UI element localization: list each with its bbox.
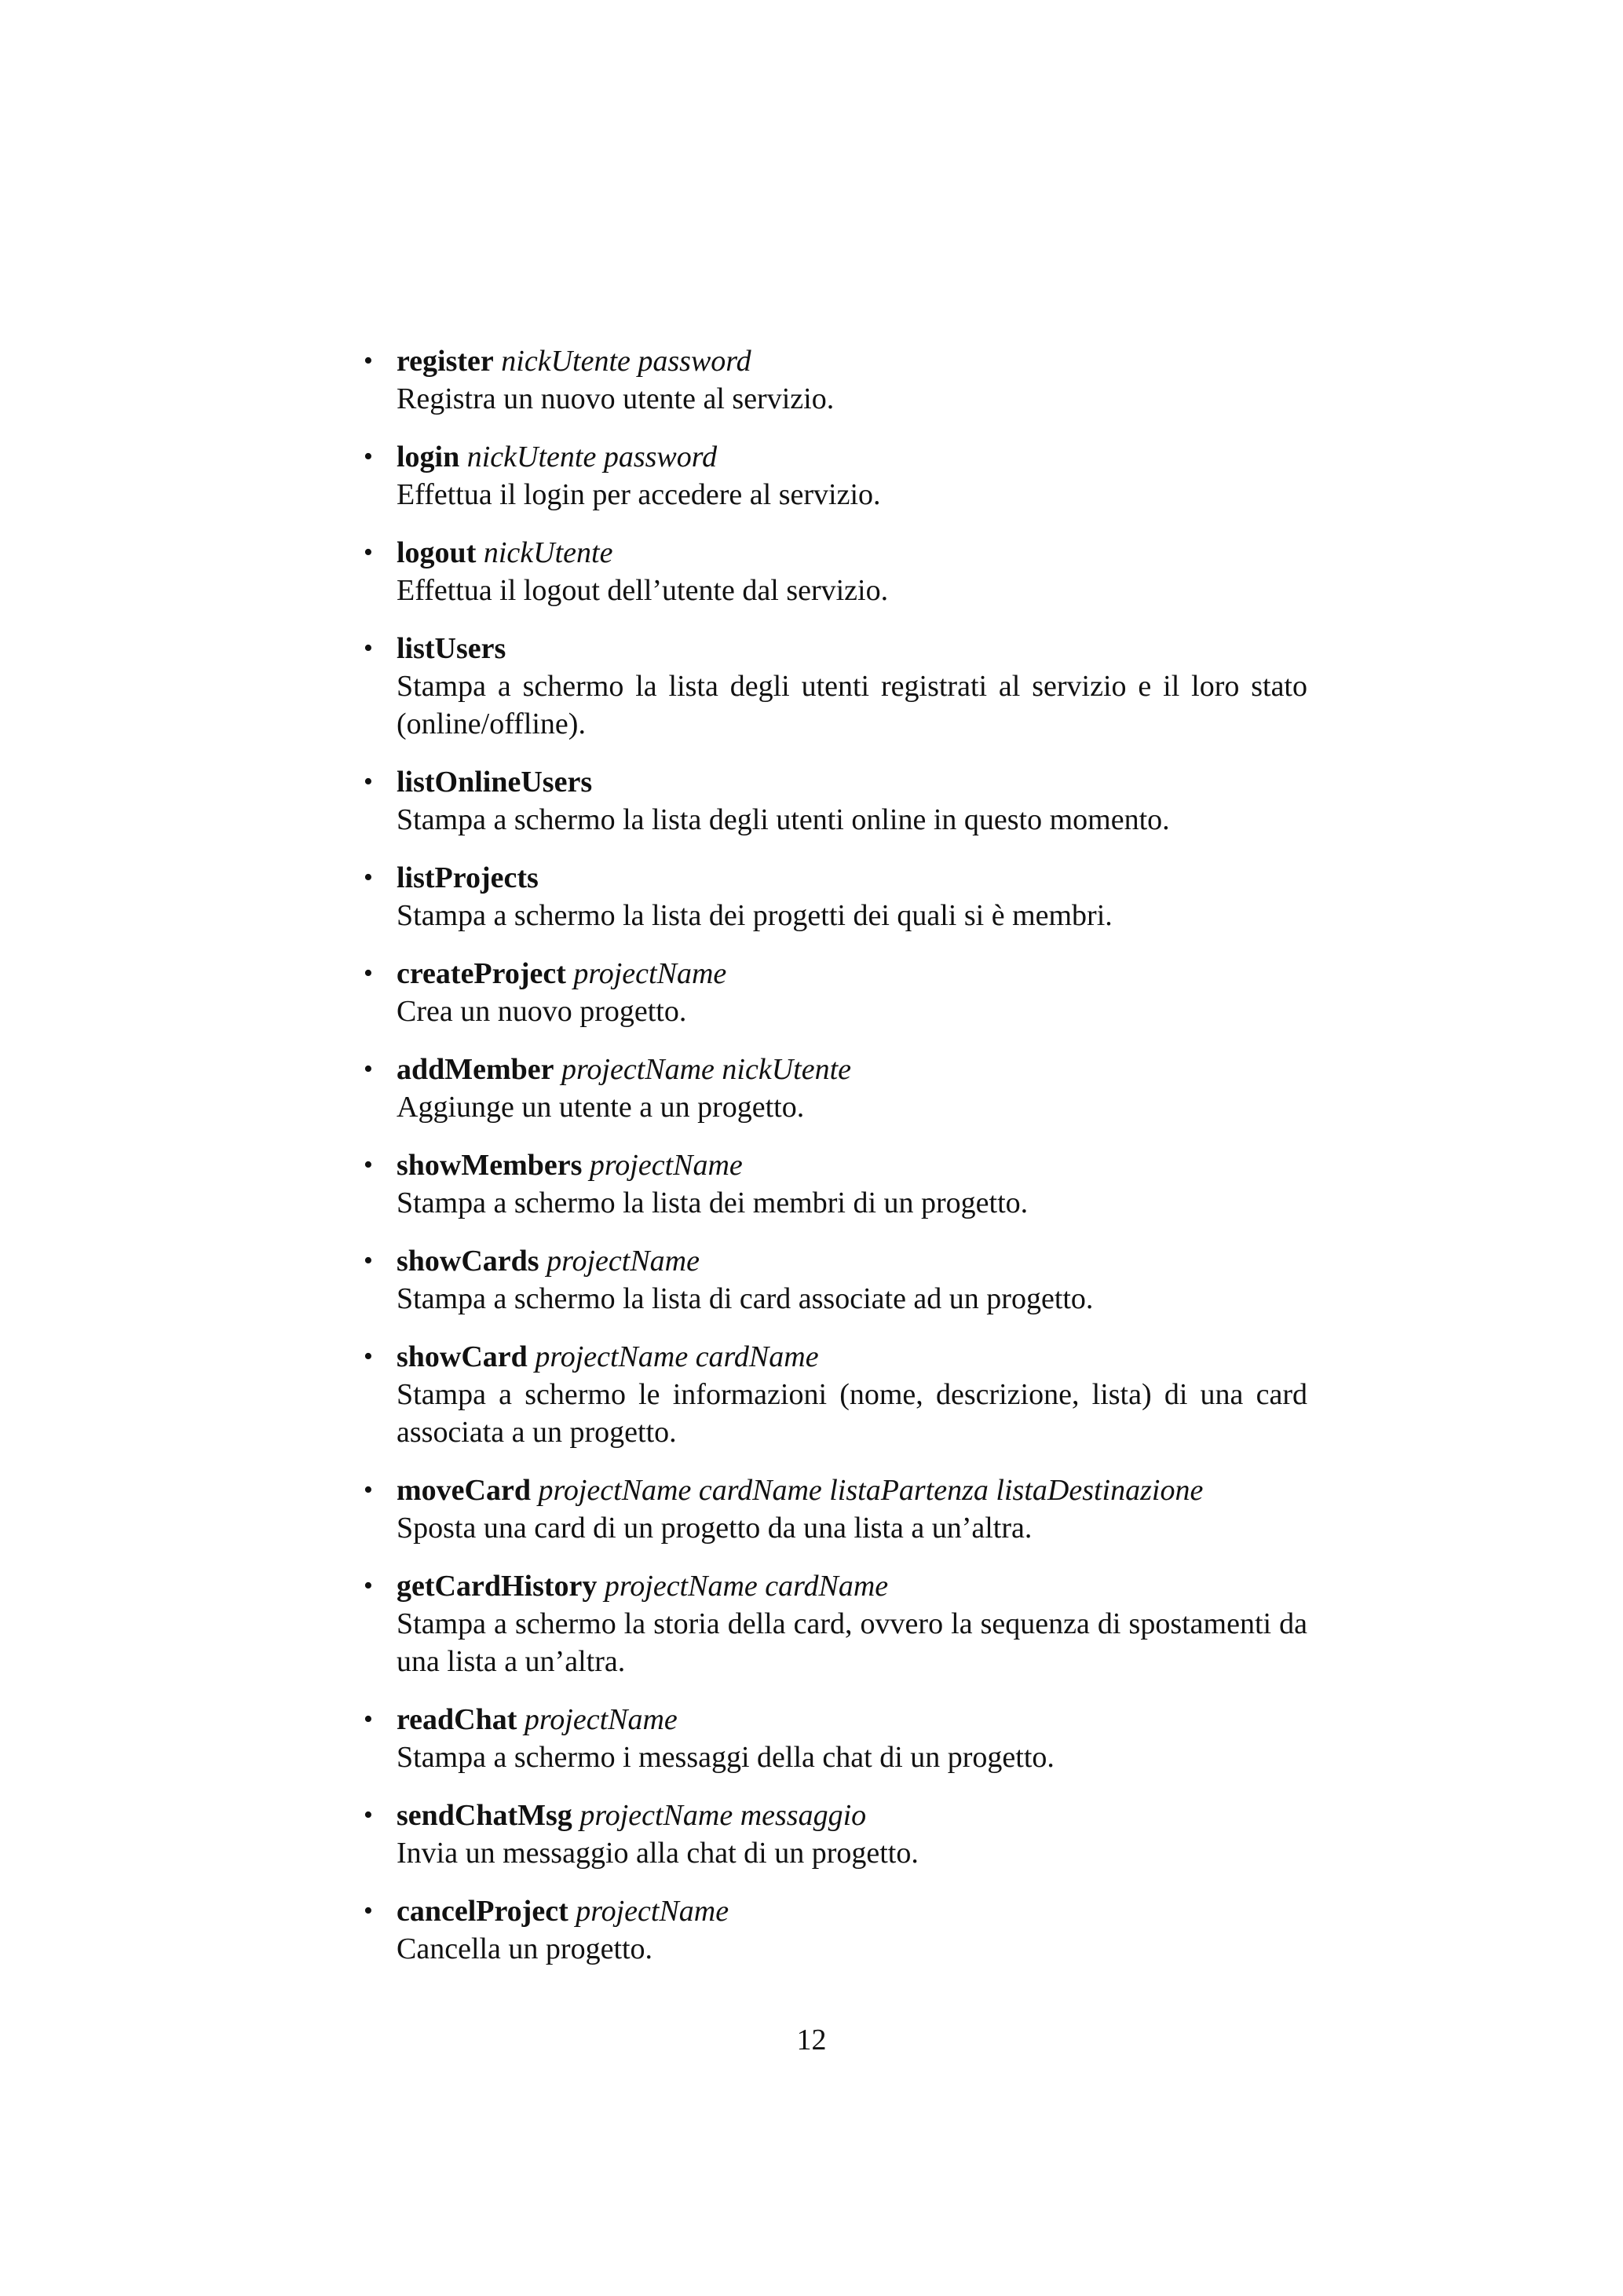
command-description: Stampa a schermo le informazioni (nome, descrizione, lista) di una card associata a un progetto. <box>397 1378 1307 1449</box>
command-name: register <box>397 345 494 378</box>
command-description: Cancella un progetto. <box>397 1932 653 1965</box>
command-item-createproject <box>364 955 1307 1030</box>
command-item-showcards <box>364 1242 1307 1318</box>
command-item-login <box>364 438 1307 514</box>
command-args: projectName messaggio <box>579 1799 867 1832</box>
command-item-logout <box>364 534 1307 609</box>
command-description: Stampa a schermo la lista dei membri di un progetto. <box>397 1186 1029 1219</box>
bullet-icon: • <box>364 634 373 663</box>
bullet-icon: • <box>364 346 373 375</box>
command-header <box>397 1338 1307 1376</box>
command-args: nickUtente password <box>501 345 751 378</box>
command-description: Sposta una card di un progetto da una lista a un’altra. <box>397 1512 1033 1545</box>
command-item-addmember <box>364 1051 1307 1126</box>
command-name: showCard <box>397 1340 528 1373</box>
command-name: listProjects <box>397 861 539 894</box>
command-description: Aggiunge un utente a un progetto. <box>397 1091 805 1124</box>
command-item-register <box>364 342 1307 418</box>
bullet-icon: • <box>364 1055 373 1084</box>
bullet-icon: • <box>364 1150 373 1179</box>
command-description: Effettua il login per accedere al servizio. <box>397 478 881 511</box>
command-header <box>397 1797 1307 1834</box>
command-description: Stampa a schermo la lista di card associate ad un progetto. <box>397 1282 1094 1315</box>
command-name: listOnlineUsers <box>397 766 593 799</box>
command-description: Effettua il logout dell’utente dal servizio. <box>397 574 889 607</box>
command-name: sendChatMsg <box>397 1799 572 1832</box>
command-args: projectName <box>546 1245 700 1278</box>
command-item-getcardhistory <box>364 1567 1307 1680</box>
command-name: createProject <box>397 957 566 990</box>
bullet-icon: • <box>364 1801 373 1830</box>
command-description: Stampa a schermo la lista degli utenti registrati al servizio e il loro stato (online/offline). <box>397 670 1307 740</box>
command-name: listUsers <box>397 632 506 665</box>
command-args: projectName <box>589 1149 743 1182</box>
command-header <box>397 534 1307 572</box>
command-header <box>397 1701 1307 1738</box>
command-header <box>397 1242 1307 1280</box>
command-args: projectName cardName <box>535 1340 819 1373</box>
command-args: projectName cardName <box>604 1570 889 1603</box>
bullet-icon: • <box>364 538 373 567</box>
command-item-listprojects <box>364 859 1307 934</box>
command-name: login <box>397 441 460 473</box>
command-name: moveCard <box>397 1474 531 1507</box>
command-description: Invia un messaggio alla chat di un progetto. <box>397 1837 919 1870</box>
command-list <box>364 342 1307 1988</box>
command-header <box>397 1892 1307 1930</box>
command-item-showcard <box>364 1338 1307 1451</box>
command-header <box>397 342 1307 380</box>
command-item-sendchatmsg <box>364 1797 1307 1872</box>
command-description: Stampa a schermo la lista dei progetti dei quali si è membri. <box>397 899 1113 932</box>
command-name: showCards <box>397 1245 539 1278</box>
command-header <box>397 1051 1307 1088</box>
command-item-listonlineusers <box>364 763 1307 839</box>
command-description: Stampa a schermo la storia della card, ovvero la sequenza di spostamenti da una lista a un’altra. <box>397 1607 1307 1678</box>
command-description: Crea un nuovo progetto. <box>397 995 687 1028</box>
page-number: 12 <box>796 2024 827 2057</box>
command-name: readChat <box>397 1703 517 1736</box>
command-args: nickUtente <box>483 536 613 569</box>
command-header <box>397 763 1307 801</box>
command-header <box>397 1567 1307 1605</box>
command-item-showmembers <box>364 1146 1307 1222</box>
bullet-icon: • <box>364 1896 373 1925</box>
command-item-movecard <box>364 1472 1307 1547</box>
command-args: projectName <box>573 957 727 990</box>
command-header <box>397 1146 1307 1184</box>
command-header <box>397 630 1307 667</box>
bullet-icon: • <box>364 1475 373 1504</box>
command-description: Stampa a schermo i messaggi della chat di un progetto. <box>397 1741 1055 1774</box>
command-name: logout <box>397 536 477 569</box>
command-description: Registra un nuovo utente al servizio. <box>397 382 835 415</box>
bullet-icon: • <box>364 442 373 471</box>
command-item-cancelproject <box>364 1892 1307 1968</box>
bullet-icon: • <box>364 767 373 796</box>
bullet-icon: • <box>364 959 373 988</box>
command-header <box>397 438 1307 476</box>
command-header <box>397 1472 1307 1509</box>
bullet-icon: • <box>364 863 373 892</box>
command-header <box>397 955 1307 993</box>
command-name: cancelProject <box>397 1895 568 1928</box>
command-name: getCardHistory <box>397 1570 598 1603</box>
command-item-readchat <box>364 1701 1307 1776</box>
command-args: projectName <box>576 1895 729 1928</box>
command-args: nickUtente password <box>466 441 718 473</box>
bullet-icon: • <box>364 1705 373 1734</box>
command-header <box>397 859 1307 897</box>
command-description: Stampa a schermo la lista degli utenti online in questo momento. <box>397 803 1170 836</box>
command-name: addMember <box>397 1053 554 1086</box>
bullet-icon: • <box>364 1246 373 1275</box>
command-args: projectName <box>524 1703 678 1736</box>
bullet-icon: • <box>364 1571 373 1600</box>
command-args: projectName nickUtente <box>561 1053 851 1086</box>
bullet-icon: • <box>364 1342 373 1371</box>
command-args: projectName cardName listaPartenza listaDestinazione <box>538 1474 1204 1507</box>
command-name: showMembers <box>397 1149 583 1182</box>
command-item-listusers <box>364 630 1307 743</box>
